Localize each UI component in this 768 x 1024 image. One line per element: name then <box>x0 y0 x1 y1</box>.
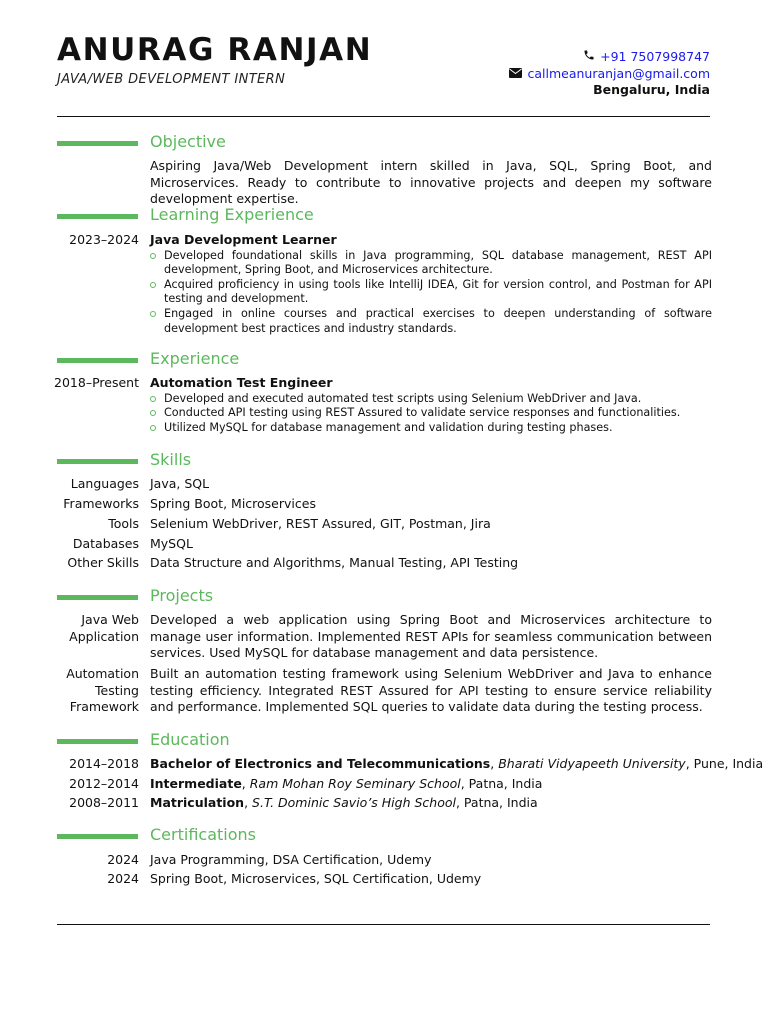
phone-link[interactable]: +91 7507998747 <box>600 49 710 64</box>
objective-text: Aspiring Java/Web Development intern skilled in Java, SQL, Spring Boot, and Microservices. Ready to contribute to innovative projects and deepen my software development expertise. <box>150 158 712 207</box>
education-entry: Intermediate, Ram Mohan Roy Seminary School, Patna, India <box>150 776 543 791</box>
skill-value: MySQL <box>150 536 193 551</box>
education-heading: Education <box>150 730 230 749</box>
footer-divider <box>57 924 710 925</box>
certifications-section <box>0 825 768 886</box>
learning-section <box>0 205 768 335</box>
objective-heading: Objective <box>150 132 226 151</box>
skill-label: Languages <box>70 476 139 491</box>
education-entry: Matriculation, S.T. Dominic Savio’s High School, Patna, India <box>150 795 538 810</box>
location: Bengaluru, India <box>593 82 710 97</box>
experience-heading: Experience <box>150 349 240 368</box>
learning-body <box>150 232 712 336</box>
experience-section <box>0 349 768 434</box>
contact-block <box>509 49 710 99</box>
list-item: Developed foundational skills in Java programming, SQL database management, REST API development, Spring Boot, and Microservices architecture. <box>150 249 712 278</box>
experience-body <box>150 375 712 435</box>
project-label: Automation Testing Framework <box>66 666 139 715</box>
skill-value: Java, SQL <box>150 476 210 491</box>
projects-heading: Projects <box>150 586 214 605</box>
skills-heading: Skills <box>150 450 192 469</box>
education-period: 2014–2018 <box>69 756 139 771</box>
bullet-circle-icon <box>150 253 156 259</box>
candidate-name: ANURAG RANJAN <box>57 32 373 68</box>
learning-bullets <box>150 249 712 337</box>
learning-period: 2023–2024 <box>69 232 139 247</box>
section-accent-bar <box>57 459 138 464</box>
skills-section <box>0 450 768 570</box>
header-divider <box>57 116 710 117</box>
bullet-circle-icon <box>150 282 156 288</box>
education-section <box>0 730 768 810</box>
section-accent-bar <box>57 595 138 600</box>
skill-label: Frameworks <box>63 496 139 511</box>
certification-year: 2024 <box>107 852 139 867</box>
learning-heading: Learning Experience <box>150 205 314 224</box>
list-item: Engaged in online courses and practical exercises to deepen understanding of software development best practices and industry standards. <box>150 307 712 336</box>
phone-icon <box>583 49 595 66</box>
bullet-circle-icon <box>150 410 156 416</box>
section-accent-bar <box>57 834 138 839</box>
bullet-circle-icon <box>150 311 156 317</box>
list-item: Conducted API testing using REST Assured to validate service responses and functionalities. <box>150 406 712 421</box>
list-item: Utilized MySQL for database management and validation during testing phases. <box>150 421 712 436</box>
certification-text: Spring Boot, Microservices, SQL Certification, Udemy <box>150 871 482 886</box>
section-accent-bar <box>57 358 138 363</box>
certification-text: Java Programming, DSA Certification, Udemy <box>150 852 432 867</box>
certification-year: 2024 <box>107 871 139 886</box>
skill-label: Databases <box>72 536 139 551</box>
section-accent-bar <box>57 141 138 146</box>
skill-label: Tools <box>108 516 139 531</box>
objective-section <box>0 132 768 207</box>
skill-value: Selenium WebDriver, REST Assured, GIT, Postman, Jira <box>150 516 491 531</box>
skill-label: Other Skills <box>67 555 139 570</box>
email-link[interactable]: callmeanuranjan@gmail.com <box>527 65 710 81</box>
bullet-circle-icon <box>150 396 156 402</box>
list-item: Developed and executed automated test scripts using Selenium WebDriver and Java. <box>150 392 712 407</box>
bullet-circle-icon <box>150 425 156 431</box>
learning-role: Java Development Learner <box>150 232 337 247</box>
education-entry: Bachelor of Electronics and Telecommunications, Bharati Vidyapeeth University, Pune, India <box>150 756 764 771</box>
project-text: Developed a web application using Spring Boot and Microservices architecture to manage user information. Implemented REST APIs for seamless communication between services. Used MySQL for database management and data persistence. <box>150 612 712 661</box>
experience-role: Automation Test Engineer <box>150 375 333 390</box>
skill-value: Spring Boot, Microservices <box>150 496 316 511</box>
list-item: Acquired proficiency in using tools like IntelliJ IDEA, Git for version control, and Postman for API testing and development. <box>150 278 712 307</box>
education-period: 2012–2014 <box>69 776 139 791</box>
projects-section <box>0 586 768 715</box>
education-period: 2008–2011 <box>69 795 139 810</box>
phone-row <box>509 49 710 66</box>
certifications-heading: Certifications <box>150 825 256 844</box>
envelope-icon <box>509 66 522 83</box>
section-accent-bar <box>57 214 138 219</box>
project-label: Java Web Application <box>69 612 139 644</box>
experience-period: 2018–Present <box>54 375 139 390</box>
email-row <box>509 66 710 83</box>
skill-value: Data Structure and Algorithms, Manual Testing, API Testing <box>150 555 519 570</box>
project-text: Built an automation testing framework using Selenium WebDriver and Java to enhance testing efficiency. Integrated REST Assured for API testing to ensure service reliability and performance. Implemented SQL queries to validate data during the testing process. <box>150 666 712 715</box>
candidate-title: JAVA/WEB DEVELOPMENT INTERN <box>57 72 286 87</box>
section-accent-bar <box>57 739 138 744</box>
experience-bullets <box>150 392 712 436</box>
